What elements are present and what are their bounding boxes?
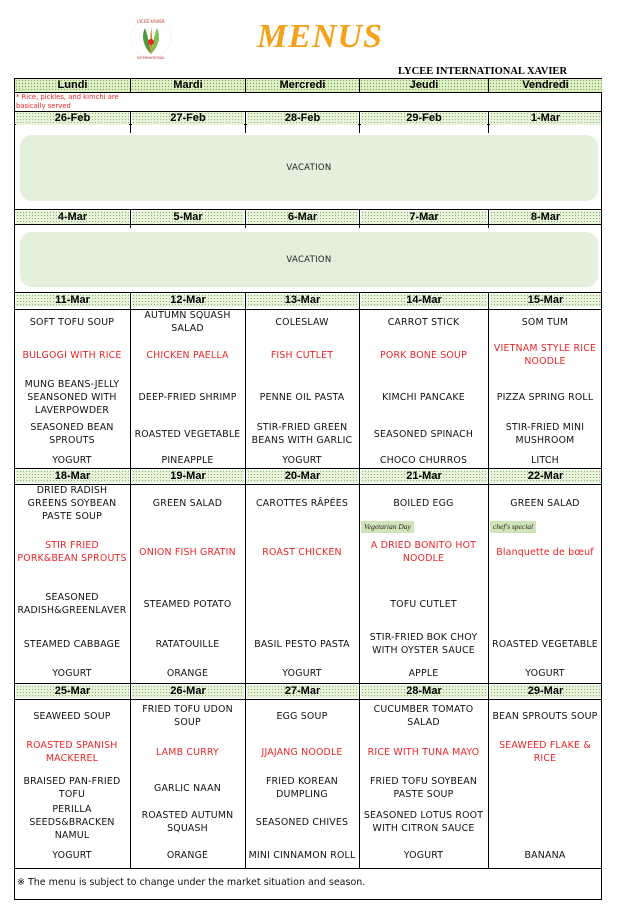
column-divider: [130, 79, 131, 92]
menu-item: YOGURT: [52, 667, 92, 679]
menu-item: SEASONED SPINACH: [373, 428, 474, 440]
date-cell: 18-Mar: [16, 470, 129, 483]
menu-item: COLESLAW: [275, 316, 329, 328]
menu-item: SOM TUM: [521, 316, 569, 328]
footer-note: ※ The menu is subject to change under the market situation and season.: [17, 877, 366, 888]
date-cell: 28-Mar: [361, 685, 487, 698]
date-cell: 6-Mar: [247, 211, 358, 224]
menu-item: GREEN SALAD: [510, 497, 580, 509]
menu-item: CHICKEN PAELLA: [146, 349, 229, 361]
menu-item: SEAWEED SOUP: [33, 710, 111, 722]
divider: [14, 209, 602, 210]
menu-item: GREEN SALAD: [152, 497, 223, 509]
column-divider: [245, 209, 246, 228]
menu-item: STIR FRIED PORK&BEAN SPROUTS: [17, 540, 127, 564]
menu-item: YOGURT: [525, 667, 565, 679]
menu-item: ROASTED VEGETABLE: [492, 638, 598, 650]
day-header: Jeudi: [360, 79, 488, 92]
menu-item: FISH CUTLET: [270, 349, 334, 361]
column-divider: [359, 79, 360, 92]
menu-item: LITCH: [531, 454, 559, 466]
rice-note: * Rice, pickles, and kimchi are basically served: [16, 93, 128, 111]
menu-item: STIR-FRIED BOK CHOY WITH OYSTER SAUCE: [369, 632, 478, 656]
menu-item: AUTUMN SQUASH SALAD: [144, 310, 231, 334]
date-cell: 1-Mar: [490, 112, 601, 125]
date-cell: 20-Mar: [247, 470, 358, 483]
vacation-block: VACATION: [20, 232, 598, 287]
divider: [14, 699, 602, 700]
menu-item: ORANGE: [166, 849, 209, 861]
menu-item: ORANGE: [166, 667, 209, 679]
menu-item: FRIED TOFU UDON SOUP: [142, 704, 233, 728]
menu-item: BOILED EGG: [393, 497, 454, 509]
menu-item: YOGURT: [52, 454, 92, 466]
menu-item: CUCUMBER TOMATO SALAD: [373, 704, 474, 728]
date-cell: 12-Mar: [132, 294, 244, 307]
column-divider: [245, 79, 246, 92]
menu-item: CARROT STICK: [387, 316, 460, 328]
vegetarian-day-tag: Vegetarian Day: [361, 521, 414, 533]
menu-item: SEASONED LOTUS ROOT WITH CITRON SAUCE: [363, 810, 484, 834]
divider: [14, 224, 602, 225]
menu-item: APPLE: [408, 667, 439, 679]
menu-item: ROASTED AUTUMN SQUASH: [141, 810, 234, 834]
menu-item: PORK BONE SOUP: [380, 349, 467, 361]
date-cell: 14-Mar: [361, 294, 487, 307]
menu-item: MUNG BEANS-JELLY SEANSONED WITH LAVERPOWDER: [24, 378, 120, 416]
date-cell: 27-Mar: [247, 685, 358, 698]
date-cell: 29-Feb: [361, 112, 487, 125]
date-cell: 15-Mar: [490, 294, 601, 307]
menu-item: BASIL PESTO PASTA: [254, 638, 350, 650]
divider: [14, 868, 602, 869]
date-cell: 5-Mar: [132, 211, 244, 224]
menu-item: A DRIED BONITO HOT NOODLE: [370, 540, 477, 564]
menu-item: ONION FISH GRATIN: [139, 546, 236, 558]
column-divider: [130, 111, 131, 133]
menu-item: BEAN SPROUTS SOUP: [492, 710, 598, 722]
divider: [14, 683, 602, 684]
menu-item: BANANA: [524, 849, 566, 861]
date-cell: 7-Mar: [361, 211, 487, 224]
date-cell: 26-Feb: [16, 112, 129, 125]
menu-item: DEEP-FRIED SHRIMP: [138, 391, 237, 403]
menu-item: JJAJANG NOODLE: [261, 746, 343, 758]
menu-item: Blanquette de bœuf: [496, 546, 594, 558]
menu-item: CHOCO CHURROS: [379, 454, 468, 466]
divider: [14, 468, 602, 469]
svg-text:LYCEE XAVIER: LYCEE XAVIER: [137, 19, 165, 24]
menu-item: STEAMED POTATO: [143, 598, 232, 610]
menu-item: YOGURT: [282, 667, 322, 679]
menu-item: FRIED KOREAN DUMPLING: [265, 776, 339, 800]
date-cell: 8-Mar: [490, 211, 601, 224]
date-cell: 11-Mar: [16, 294, 129, 307]
column-divider: [488, 79, 489, 92]
school-logo: [129, 16, 173, 60]
day-header: Vendredi: [489, 79, 602, 92]
menu-item: TOFU CUTLET: [390, 598, 457, 610]
menu-item: KIMCHI PANCAKE: [382, 391, 465, 403]
column-divider: [245, 292, 246, 868]
menu-item: STEAMED CABBAGE: [23, 638, 121, 650]
school-name: LYCEE INTERNATIONAL XAVIER: [398, 66, 568, 77]
menu-item: SEASONED CHIVES: [255, 816, 349, 828]
date-cell: 19-Mar: [132, 470, 244, 483]
menu-item: SEAWEED FLAKE & RICE: [499, 740, 591, 764]
menu-item: BULGOGI WITH RICE: [22, 349, 122, 361]
menu-item: YOGURT: [282, 454, 322, 466]
day-header: Mercredi: [246, 79, 359, 92]
column-divider: [488, 292, 489, 868]
divider: [14, 292, 602, 293]
menu-item: FRIED TOFU SOYBEAN PASTE SOUP: [369, 776, 478, 800]
date-cell: 25-Mar: [16, 685, 129, 698]
date-cell: 29-Mar: [490, 685, 601, 698]
vacation-block: VACATION: [20, 135, 598, 201]
column-divider: [359, 209, 360, 228]
menu-item: RICE WITH TUNA MAYO: [367, 746, 480, 758]
menu-item: LAMB CURRY: [156, 746, 219, 758]
chefs-special-tag: chef's special: [490, 521, 536, 533]
column-divider: [130, 209, 131, 228]
menu-item: RATATOUILLE: [155, 638, 220, 650]
day-header: Mardi: [131, 79, 245, 92]
menu-item: CAROTTES RÂPÉES: [256, 497, 348, 509]
menu-item: ROAST CHICKEN: [262, 546, 342, 558]
column-divider: [359, 292, 360, 868]
column-divider: [130, 292, 131, 868]
menu-item: GARLIC NAAN: [153, 782, 222, 794]
menu-item: STIR-FRIED GREEN BEANS WITH GARLIC: [251, 422, 353, 446]
column-divider: [488, 111, 489, 133]
menu-item: ROASTED SPANISH MACKEREL: [26, 740, 118, 764]
menu-item: MINI CINNAMON ROLL: [248, 849, 356, 861]
menu-item: EGG SOUP: [276, 710, 328, 722]
date-cell: 27-Feb: [132, 112, 244, 125]
date-cell: 21-Mar: [361, 470, 487, 483]
column-divider: [245, 111, 246, 133]
svg-text:INTERNATIONAL: INTERNATIONAL: [136, 56, 166, 60]
menu-item: ROASTED VEGETABLE: [134, 428, 241, 440]
date-cell: 4-Mar: [16, 211, 129, 224]
menu-item: SEASONED BEAN SPROUTS: [30, 422, 114, 446]
menu-item: VIETNAM STYLE RICE NOODLE: [493, 343, 597, 367]
menu-item: PIZZA SPRING ROLL: [496, 391, 594, 403]
day-header: Lundi: [15, 79, 130, 92]
date-cell: 22-Mar: [490, 470, 601, 483]
page-title: MENUS: [257, 18, 383, 55]
menu-item: SOFT TOFU SOUP: [29, 316, 115, 328]
column-divider: [488, 209, 489, 228]
menu-item: YOGURT: [403, 849, 444, 861]
column-divider: [359, 111, 360, 133]
menu-item: PENNE OIL PASTA: [259, 391, 345, 403]
menu-item: PINEAPPLE: [161, 454, 214, 466]
menu-item: SEASONED RADISH&GREENLAVER: [17, 592, 127, 616]
date-cell: 26-Mar: [132, 685, 244, 698]
menu-item: YOGURT: [52, 849, 92, 861]
date-cell: 28-Feb: [247, 112, 358, 125]
menu-item: PERILLA SEEDS&BRACKEN NAMUL: [29, 803, 115, 841]
menu-item: BRAISED PAN-FRIED TOFU: [23, 776, 121, 800]
menu-item: STIR-FRIED MINI MUSHROOM: [505, 422, 585, 446]
menu-item: DRIED RADISH GREENS SOYBEAN PASTE SOUP: [27, 484, 117, 522]
date-cell: 13-Mar: [247, 294, 358, 307]
